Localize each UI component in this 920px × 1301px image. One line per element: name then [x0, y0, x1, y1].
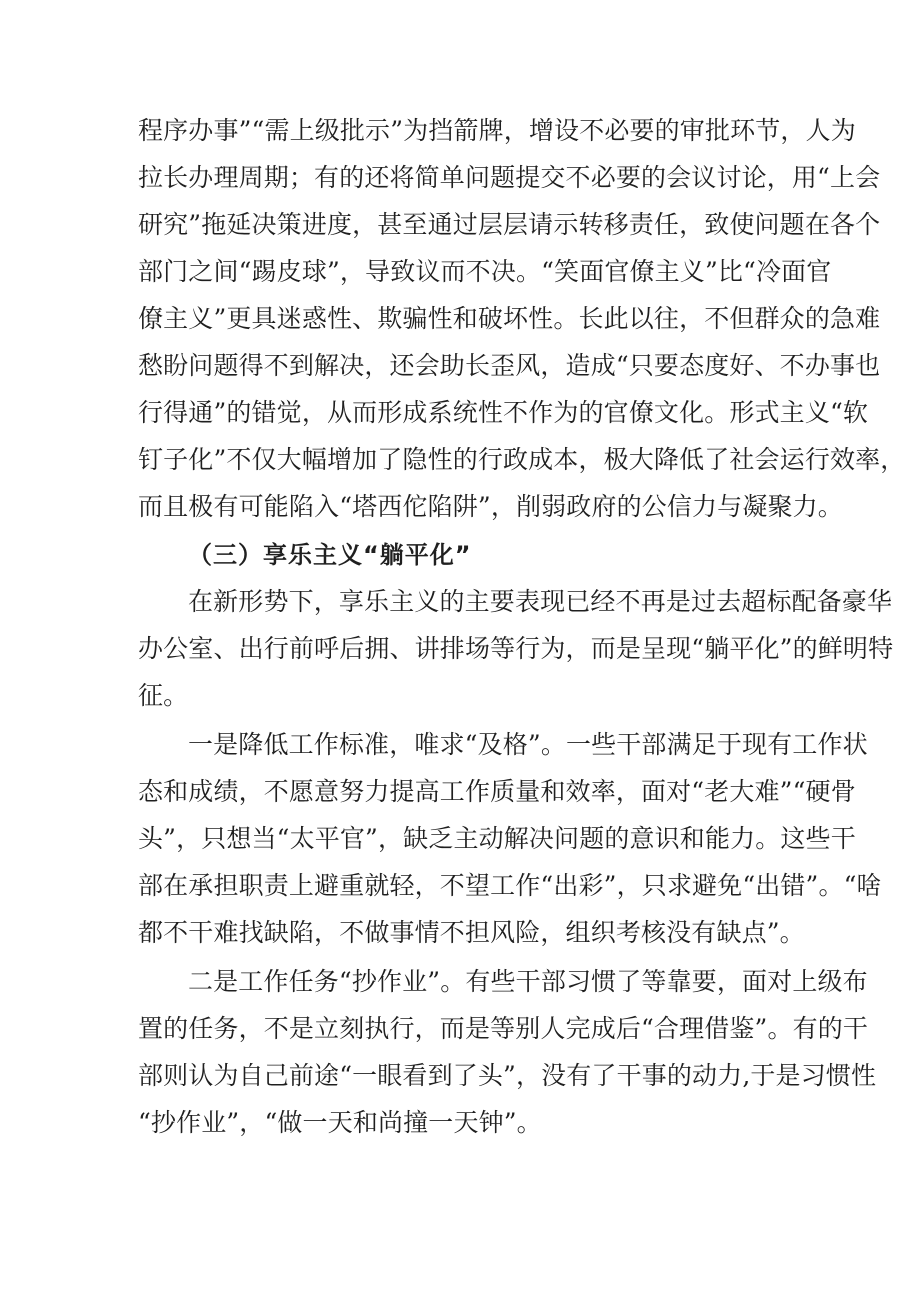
- text-line: 程序办事”“需上级批示”为挡箭牌，增设不必要的审批环节，人为: [138, 115, 856, 145]
- text-line: 征。: [138, 680, 189, 710]
- text-line: 部门之间“踢皮球”，导致议而不决。“笑面官僚主义”比“冷面官: [138, 256, 832, 286]
- text-line: 钉子化”不仅大幅增加了隐性的行政成本，极大降低了社会运行效率，: [138, 444, 906, 474]
- text-line: 愁盼问题得不到解决，还会助长歪风，造成“只要态度好、不办事也: [138, 350, 881, 380]
- text-line: “抄作业”，“做一天和尚撞一天钟”。: [138, 1107, 542, 1137]
- text-line: 行得通”的错觉，从而形成系统性不作为的官僚文化。形式主义“软: [138, 397, 869, 427]
- text-line: 僚主义”更具迷惑性、欺骗性和破坏性。长此以往，不但群众的急难: [138, 303, 881, 333]
- paragraph-hedonism-intro: [138, 576, 894, 717]
- text-line: 态和成绩，不愿意努力提高工作质量和效率，面对“老大难”“硬骨: [138, 776, 856, 806]
- document-body: [138, 105, 906, 1144]
- section-heading: （三）享乐主义“躺平化”: [188, 540, 472, 569]
- text-line: 部在承担职责上避重就轻，不望工作“出彩”，只求避免“出错”。“啥: [138, 870, 882, 900]
- text-line: 头”，只想当“太平官”，缺乏主动解决问题的意识和能力。这些干: [138, 823, 856, 853]
- text-line: 研究”拖延决策进度，甚至通过层层请示转移责任，致使问题在各个: [138, 209, 881, 239]
- paragraph-copy-homework: [138, 956, 877, 1144]
- text-line: 都不干难找缺陷，不做事情不担风险，组织考核没有缺点”。: [138, 917, 805, 947]
- text-line: 二是工作任务“抄作业”。有些干部习惯了等靠要，面对上级布: [188, 966, 868, 996]
- paragraph-bureaucracy: [138, 105, 906, 528]
- text-line: 而且极有可能陷入“塔西佗陷阱”，削弱政府的公信力与凝聚力。: [138, 491, 843, 521]
- text-line: 办公室、出行前呼后拥、讲排场等行为，而是呈现“躺平化”的鲜明特: [138, 633, 894, 663]
- text-line: 在新形势下，享乐主义的主要表现已经不再是过去超标配备豪华: [188, 586, 893, 616]
- text-line: 部则认为自己前途“一眼看到了头”，没有了干事的动力,于是习惯性: [138, 1060, 877, 1090]
- text-line: 一是降低工作标准，唯求“及格”。一些干部满足于现有工作状: [188, 729, 868, 759]
- text-line: 置的任务，不是立刻执行，而是等别人完成后“合理借鉴”。有的干: [138, 1013, 869, 1043]
- text-line: 拉长办理周期；有的还将简单问题提交不必要的会议讨论，用“上会: [138, 162, 881, 192]
- paragraph-lower-standards: [138, 719, 882, 954]
